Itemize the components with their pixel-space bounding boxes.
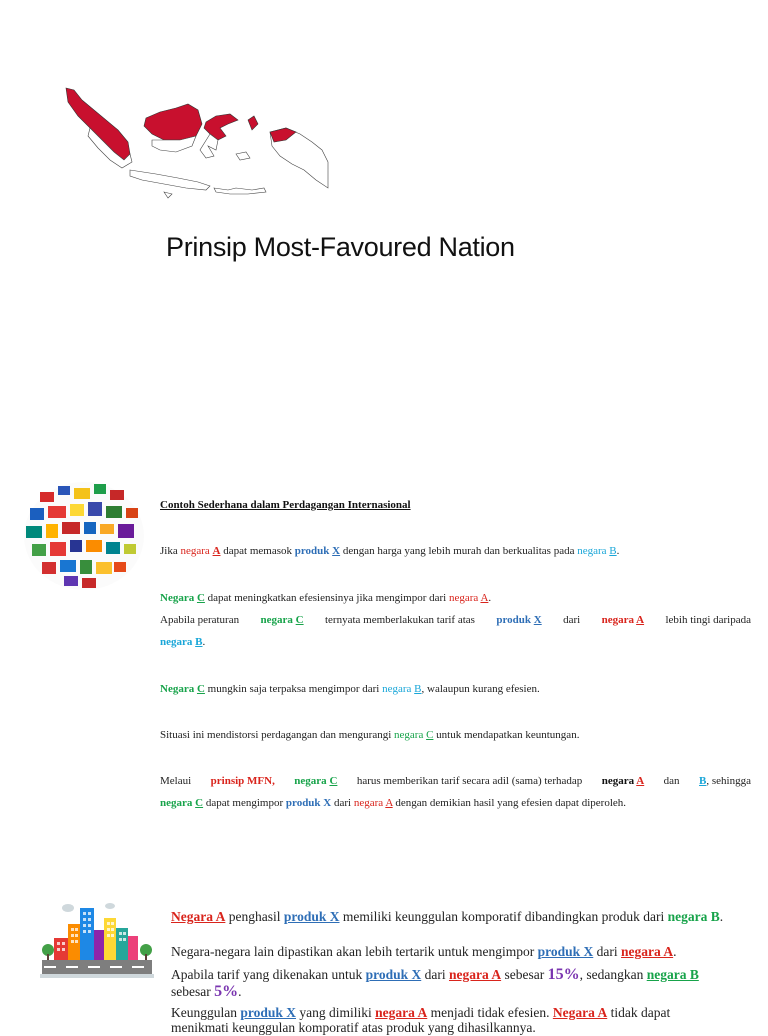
text: Situasi ini mendistorsi perdagangan dan mengurangi xyxy=(160,729,395,741)
text: C xyxy=(426,729,434,741)
text: negara xyxy=(382,683,415,695)
city-buildings-illustration xyxy=(38,900,156,980)
text: tidak dapat xyxy=(607,1005,671,1020)
indonesia-flag-map xyxy=(60,84,332,199)
text: B xyxy=(414,683,422,695)
text: harus memberikan tarif secara adil (sama) terhadap xyxy=(356,775,583,787)
text: . xyxy=(673,944,677,959)
text: . xyxy=(488,592,492,604)
text: untuk mendapatkan keuntungan. xyxy=(433,729,580,741)
text: menjadi tidak efesien. xyxy=(427,1005,553,1020)
text: negara xyxy=(394,729,427,741)
text: negara xyxy=(577,545,610,557)
text: B xyxy=(699,775,707,787)
text: negara B xyxy=(646,967,699,982)
paragraph-6 xyxy=(160,773,751,811)
text: . xyxy=(719,909,724,924)
text: produk xyxy=(294,545,333,557)
text: A xyxy=(212,545,221,557)
text: negara xyxy=(448,592,481,604)
text: A xyxy=(385,797,393,809)
text: dan xyxy=(663,775,680,787)
text: yang dimiliki xyxy=(296,1005,376,1020)
text: lebih tingi daripada xyxy=(665,614,751,626)
text: produk X xyxy=(283,909,340,924)
text: 15% xyxy=(547,966,580,983)
text: dari xyxy=(331,797,354,809)
section2-line-1 xyxy=(171,908,731,925)
text: Negara xyxy=(160,592,197,604)
text: Apabila peraturan xyxy=(160,614,240,626)
text: negara xyxy=(160,636,196,648)
text: X xyxy=(332,545,341,557)
text: . xyxy=(202,636,206,648)
text: memiliki keunggulan komporatif dibandingkan produk dari xyxy=(339,909,668,924)
section2-line-2 xyxy=(171,943,677,960)
text: B xyxy=(195,636,203,648)
section2-line-3 xyxy=(171,966,711,1000)
page-title: Prinsip Most-Favoured Nation xyxy=(166,232,515,262)
paragraph-4 xyxy=(160,681,540,697)
text: A xyxy=(480,592,489,604)
section2-line-5 xyxy=(171,1019,536,1036)
text: produk X xyxy=(240,1005,297,1020)
text: negara A xyxy=(448,967,502,982)
paragraph-5 xyxy=(160,727,579,743)
text: C xyxy=(329,775,338,787)
text: C xyxy=(196,683,205,695)
text: . xyxy=(616,545,620,557)
text: dengan harga yang lebih murah dan berkualitas pada xyxy=(340,545,578,557)
text: Negara-negara lain dipastikan akan lebih tertarik untuk mengimpor xyxy=(171,944,538,959)
text: Negara A xyxy=(171,909,226,924)
text: dapat meningkatkan efesiensinya jika mengimpor dari xyxy=(204,592,449,604)
paragraph-3 xyxy=(160,612,751,650)
text: produk X xyxy=(537,944,594,959)
text: Negara xyxy=(160,683,197,695)
world-flags-map xyxy=(20,478,148,594)
text: X xyxy=(533,614,542,626)
text: sebesar xyxy=(171,984,215,999)
text: sebesar xyxy=(501,967,548,982)
text: produk X xyxy=(285,797,332,809)
text: Jika xyxy=(160,545,181,557)
text: prinsip MFN, xyxy=(210,775,275,787)
text: negara xyxy=(160,797,196,809)
text: C xyxy=(295,614,304,626)
text: , sedangkan xyxy=(579,967,647,982)
text: negara A xyxy=(621,944,674,959)
text: negara xyxy=(601,775,637,787)
text: C xyxy=(195,797,204,809)
text: negara A xyxy=(375,1005,428,1020)
text: negara xyxy=(294,775,330,787)
text: A xyxy=(636,775,645,787)
text: dari xyxy=(593,944,622,959)
text: dengan demikian hasil yang efesien dapat diperoleh. xyxy=(392,797,627,809)
text: Melaui xyxy=(160,775,192,787)
text: produk X xyxy=(365,967,422,982)
text: penghasil xyxy=(225,909,284,924)
paragraph-2 xyxy=(160,590,491,606)
text: negara xyxy=(180,545,213,557)
text: 5% xyxy=(214,983,239,1000)
text: . xyxy=(238,984,242,999)
text: Keunggulan xyxy=(171,1005,241,1020)
text: negara xyxy=(260,614,296,626)
text: dapat mengimpor xyxy=(203,797,286,809)
text: negara B xyxy=(667,909,720,924)
text: mungkin saja terpaksa mengimpor dari xyxy=(204,683,383,695)
text: ternyata memberlakukan tarif atas xyxy=(324,614,475,626)
text: produk xyxy=(496,614,534,626)
text: negara xyxy=(601,614,637,626)
section-heading: Contoh Sederhana dalam Perdagangan Internasional xyxy=(160,499,411,511)
text: , walaupun kurang efesien. xyxy=(421,683,540,695)
text: Negara A xyxy=(552,1005,608,1020)
text: dari xyxy=(563,614,581,626)
paragraph-1 xyxy=(160,543,619,559)
text: negara xyxy=(353,797,386,809)
text: menikmati keunggulan komporatif atas produk yang dihasilkannya. xyxy=(171,1020,536,1035)
text: Apabila tarif yang dikenakan untuk xyxy=(171,967,366,982)
text: , sehingga xyxy=(706,775,751,787)
text: C xyxy=(196,592,205,604)
text: dari xyxy=(421,967,449,982)
text: B xyxy=(609,545,617,557)
text: A xyxy=(636,614,645,626)
text: dapat memasok xyxy=(220,545,295,557)
